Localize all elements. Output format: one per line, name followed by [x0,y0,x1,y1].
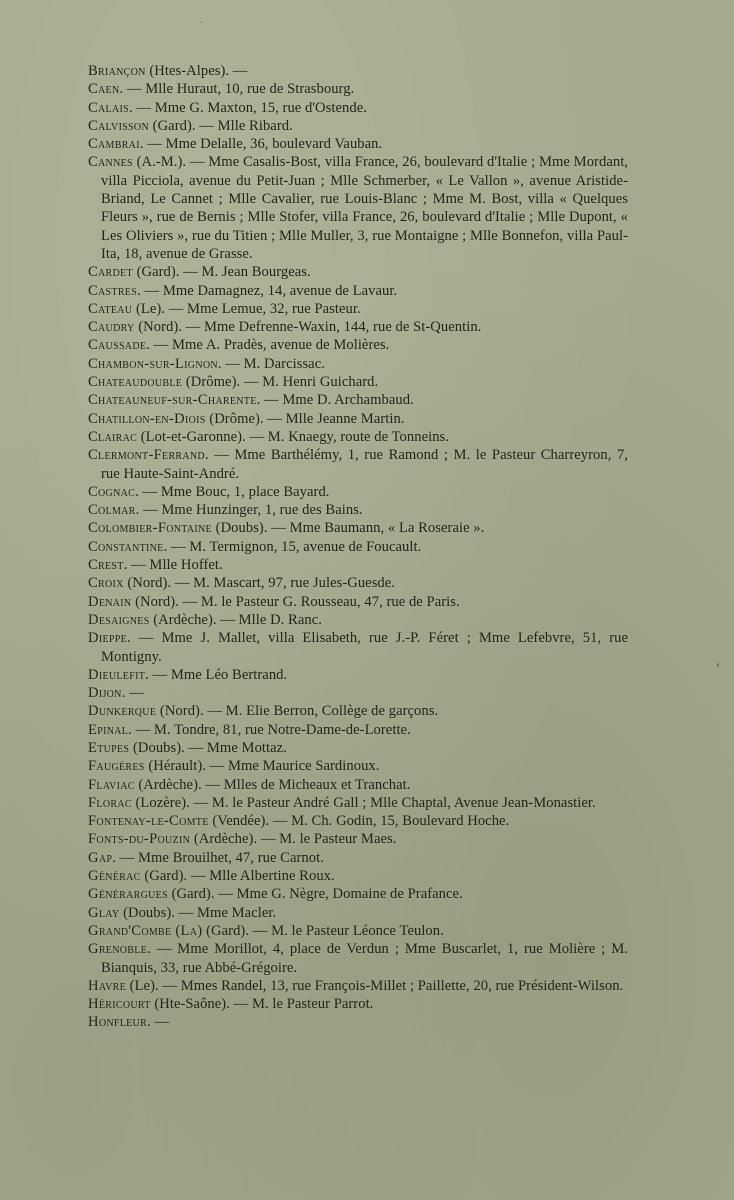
entry-details: (Hérault). — Mme Maurice Sardinoux. [144,758,380,775]
entry-details: (Doubs). — Mme Baumann, « La Roseraie ». [211,520,485,537]
place-name: Epinal [88,721,129,738]
entry-details: . — Mme D. Archambaud. [256,392,414,409]
list-item [88,80,628,98]
place-name: Cognac [88,483,136,500]
place-name: Croix [88,575,124,592]
place-name: Fontenay-le-Comte [88,813,209,830]
place-name: Chambon-sur-Lignon [88,355,218,372]
place-name: Chateauneuf-sur-Charente [88,392,257,409]
entry-details: . — Mme Barthélémy, 1, rue Ramond ; M. le Pasteur Charreyron, 7, rue Haute-Saint-André. [101,447,628,482]
entry-details: . — Mme Hunzinger, 1, rue des Bains. [135,502,363,519]
list-item [88,117,628,135]
list-item [88,373,628,391]
entry-details: . — Mme A. Pradès, avenue de Molières. [146,337,390,354]
place-name: Flaviac [88,776,135,793]
list-item [88,410,628,428]
entry-details: . — Mlle Hoffet. [123,557,223,574]
entry-details: (Gard). — Mlle Albertine Roux. [140,868,335,885]
entry-details: . — Mme Damagnez, 14, avenue de Lavaur. [137,282,398,299]
list-item [88,391,628,409]
entry-details: (Vendée). — M. Ch. Godin, 15, Boulevard Hoche. [208,813,510,830]
entry-details: (Lot-et-Garonne). — M. Knaegy, route de Tonneins. [137,428,449,445]
place-name: Denain [88,593,132,610]
address-list [88,62,628,1032]
entry-details: (Drôme). — M. Henri Guichard. [182,374,379,391]
list-item [88,611,628,629]
place-name: Caudry [88,319,135,336]
list-item [88,977,628,995]
place-name: Générargues [88,886,168,903]
place-name: Dieulefit [88,666,146,683]
list-item [88,501,628,519]
place-name: Etupes [88,739,130,756]
list-item [88,885,628,903]
entry-details: . — Mme Bouc, 1, place Bayard. [135,483,330,500]
entry-details: (Le). — Mme Lemue, 32, rue Pasteur. [132,300,361,317]
list-item [88,318,628,336]
place-name: Crest [88,557,124,574]
list-item [88,593,628,611]
entry-details: . — M. Termignon, 15, avenue de Foucault. [163,538,422,555]
entry-details: (Gard). — M. Jean Bourgeas. [132,264,311,281]
entry-details: . — [121,685,144,702]
list-item [88,849,628,867]
place-name: Havre [88,977,126,994]
list-item [88,812,628,830]
place-name: Chateaudouble [88,374,183,391]
place-name: Héricourt [88,996,151,1013]
place-name: Briançon [88,63,146,79]
paper-speck: ‹ [716,660,720,671]
entry-details: (Nord). — M. Mascart, 97, rue Jules-Guesde. [123,575,395,592]
entry-details: (Doubs). — Mme Macler. [119,904,277,921]
place-name: Cardet [88,264,133,281]
list-item [88,556,628,574]
entry-details: (Drôme). — Mlle Jeanne Martin. [205,410,405,427]
entry-details: (Htes-Alpes). — [145,63,248,79]
entry-details: (Hte-Saône). — M. le Pasteur Parrot. [150,996,374,1013]
list-item [88,904,628,922]
list-item [88,282,628,300]
place-name: Générac [88,868,141,885]
place-name: Constantine [88,538,164,555]
list-item [88,794,628,812]
place-name: Caen [88,81,120,98]
list-item [88,995,628,1013]
place-name: Calais [88,99,129,116]
list-item [88,519,628,537]
entry-details: . — Mme Delalle, 36, boulevard Vauban. [139,136,383,153]
place-name: Cateau [88,300,133,317]
place-name: Honfleur [88,1014,148,1031]
place-name: Desaignes [88,611,150,628]
list-item [88,739,628,757]
entry-details: . — M. Darcissac. [217,355,325,372]
list-item [88,574,628,592]
entry-details: (Nord). — Mme Defrenne-Waxin, 144, rue de St-Quentin. [134,319,482,336]
list-item [88,629,628,666]
list-item [88,300,628,318]
entry-details: . — Mme J. Mallet, villa Elisabeth, rue J.-P. Féret ; Mme Lefebvre, 51, rue Montigny. [101,630,628,665]
list-item [88,135,628,153]
place-name: Dijon [88,685,122,702]
place-name: Clermont-Ferrand [88,447,205,464]
entry-details: . — Mme Morillot, 4, place de Verdun ; Mme Buscarlet, 1, rue Molière ; M. Bianquis, 33, rue Abbé-Grégoire. [101,941,628,976]
entry-details: (Gard). — Mme G. Nègre, Domaine de Prafance. [167,886,463,903]
place-name: Clairac [88,428,138,445]
list-item [88,538,628,556]
entry-details: (Nord). — M. Elie Berron, Collège de garçons. [156,703,439,720]
entry-details: . — Mlle Huraut, 10, rue de Strasbourg. [119,81,355,98]
entry-details: (Ardèche). — Mlles de Micheaux et Tranchat. [134,776,411,793]
list-item [88,702,628,720]
list-item [88,922,628,940]
entry-details: . — M. Tondre, 81, rue Notre-Dame-de-Lorette. [128,721,411,738]
place-name: Dieppe [88,630,128,647]
list-item [88,62,628,80]
list-item [88,830,628,848]
list-item [88,263,628,281]
list-item [88,666,628,684]
entry-details: . — [147,1014,170,1031]
place-name: Chatillon-en-Diois [88,410,206,427]
list-item [88,721,628,739]
place-name: Fonts-du-Pouzin [88,831,191,848]
place-name: Colmar [88,502,136,519]
place-name: Caussade [88,337,147,354]
entry-details: . — Mme Léo Bertrand. [145,666,288,683]
place-name: Gap [88,849,113,866]
entry-details: (Doubs). — Mme Mottaz. [129,739,287,756]
entry-details: . — Mme Brouilhet, 47, rue Carnot. [112,849,324,866]
entry-details: (Lozère). — M. le Pasteur André Gall ; Mlle Chaptal, Avenue Jean-Monastier. [131,794,596,811]
place-name: Grenoble [88,941,148,958]
entry-details: (Gard). — M. le Pasteur Léonce Teulon. [202,922,444,939]
entry-details: (A.-M.). — Mme Casalis-Bost, villa France, 26, boulevard d'Italie ; Mme Mordant, villa Picciola, avenue du Petit-Juan ; Mlle Schmerber, « Le Vallon », avenue Aristide-Briand, Le Cannet ; Mlle Cavalier, rue Louis-Blanc ; Mme M. Bost, villa « Quelques Fleurs », rue de Bernis ; Mlle Stofer, villa France, 26, boulevard d'Italie ; Mlle Dupont, « Les Oliviers », rue du Titien ; Mlle Muller, 3, rue Montaigne ; Mlle Bonnefon, villa Paul-Ita, 18, avenue de Grasse. [101,154,628,262]
place-name: Dunkerque [88,703,157,720]
list-item [88,867,628,885]
entry-details: (Ardèche). — Mlle D. Ranc. [149,611,322,628]
list-item [88,153,628,263]
place-name: Florac [88,794,132,811]
list-item [88,336,628,354]
place-name: Cambrai [88,136,140,153]
entry-details: (Gard). — Mlle Ribard. [148,117,293,134]
place-name: Grand'Combe (La) [88,922,203,939]
place-name: Castres [88,282,138,299]
place-name: Calvisson [88,117,149,134]
list-item [88,1013,628,1031]
entry-details: (Le). — Mmes Randel, 13, rue François-Millet ; Paillette, 20, rue Président-Wilson. [125,977,624,994]
place-name: Glay [88,904,120,921]
list-item [88,757,628,775]
list-item [88,355,628,373]
entry-details: (Nord). — M. le Pasteur G. Rousseau, 47, rue de Paris. [131,593,460,610]
list-item [88,684,628,702]
list-item [88,446,628,483]
list-item [88,776,628,794]
list-item [88,428,628,446]
list-item [88,940,628,977]
list-item [88,483,628,501]
place-name: Colombier-Fontaine [88,520,212,537]
entry-details: (Ardèche). — M. le Pasteur Maes. [190,831,397,848]
entry-details: . — Mme G. Maxton, 15, rue d'Ostende. [128,99,367,116]
place-name: Faugères [88,758,145,775]
list-item [88,99,628,117]
place-name: Cannes [88,154,133,171]
paper-speck: · [200,18,204,29]
